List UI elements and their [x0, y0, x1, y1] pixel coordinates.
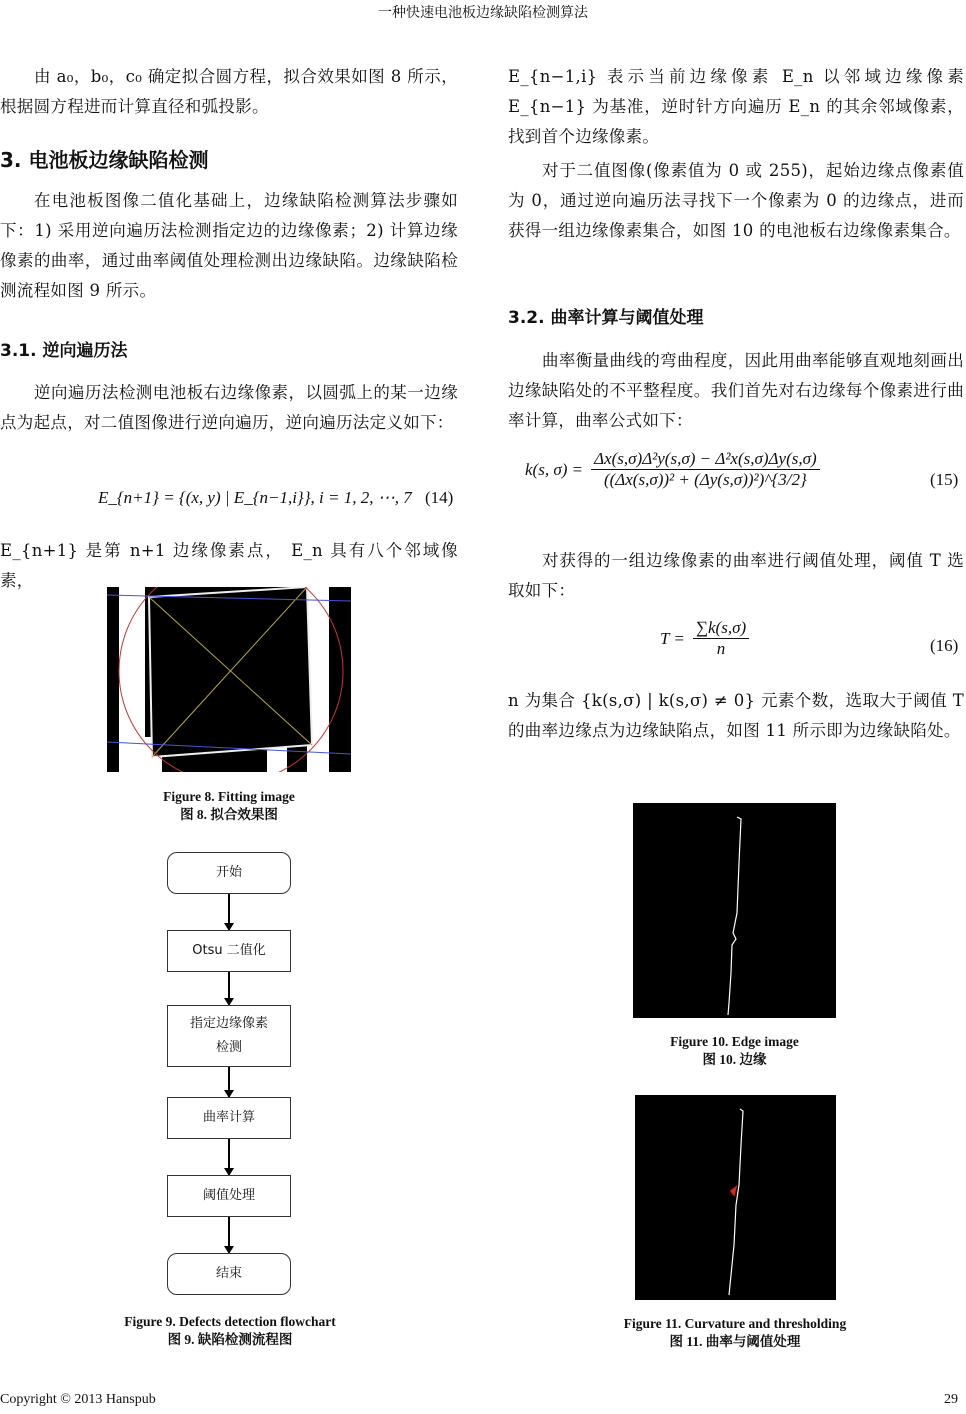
section-3-2-title: 3.2. 曲率计算与阈值处理	[508, 308, 704, 328]
equation-16-fraction	[693, 618, 749, 659]
flowchart-arrow	[228, 1067, 230, 1097]
figure-10-edge-image	[633, 803, 836, 1018]
figure-8-caption-cn: 图 8. 拟合效果图	[180, 807, 278, 822]
figure-9-caption-cn: 图 9. 缺陷检测流程图	[167, 1332, 293, 1347]
flowchart-edge-detection-line1: 指定边缘像素	[189, 1016, 268, 1031]
flowchart-threshold: 阈值处理	[167, 1175, 291, 1217]
figure-11-caption-cn: 图 11. 曲率与阈值处理	[669, 1334, 801, 1349]
right-paragraph-5: n 为集合 {k(s,σ) | k(s,σ) ≠ 0} 元素个数，选取大于阈值 T 的曲率边缘点为边缘缺陷点，如图 11 所示即为边缘缺陷处。	[508, 691, 964, 740]
equation-16-denominator: n	[716, 639, 726, 658]
equation-15-lhs: k(s, σ) =	[525, 459, 584, 479]
equation-15-denominator: ((Δx(s,σ))² + (Δy(s,σ))²)^{3/2}	[603, 470, 807, 489]
intro-paragraph: 由 a₀，b₀，c₀ 确定拟合圆方程，拟合效果如图 8 所示，根据圆方程进而计算直径和弧投影。	[0, 67, 458, 116]
figure-9-caption-en: Figure 9. Defects detection flowchart	[124, 1314, 336, 1329]
flowchart-arrow	[228, 894, 230, 930]
right-paragraph-4: 对获得的一组边缘像素的曲率进行阈值处理，阈值 T 选取如下：	[508, 551, 964, 600]
figure-10-caption-cn: 图 10. 边缘	[702, 1052, 767, 1067]
equation-14: E_{n+1} = {(x, y) | E_{n−1,i}}, i = 1, 2, ⋯, 7	[98, 488, 412, 507]
page-number: 29	[944, 1392, 958, 1407]
running-title: 一种快速电池板边缘缺陷检测算法	[378, 5, 588, 21]
flowchart-otsu: Otsu 二值化	[167, 930, 291, 972]
figure-11-caption-en: Figure 11. Curvature and thresholding	[623, 1316, 847, 1331]
figure-8-caption-en: Figure 8. Fitting image	[163, 789, 295, 804]
section-3-1-title: 3.1. 逆向遍历法	[0, 341, 128, 361]
equation-15	[525, 449, 820, 490]
fitting-image-graphic	[107, 587, 351, 772]
section-3-paragraph: 在电池板图像二值化基础上，边缘缺陷检测算法步骤如下：1) 采用逆向遍历法检测指定边的边缘像素；2) 计算边缘像素的曲率，通过曲率阈值处理检测出边缘缺陷。边缘缺陷检测流程如图 9 所示。	[0, 191, 458, 300]
flowchart-edge-detection	[167, 1005, 291, 1067]
edge-curve-graphic	[633, 803, 836, 1018]
flowchart-end: 结束	[167, 1253, 291, 1295]
flowchart-start: 开始	[167, 852, 291, 894]
after-eq14-text: E_{n+1} 是第 n+1 边缘像素点， E_n 具有八个邻域像素，	[0, 541, 458, 590]
section-3-title: 3. 电池板边缘缺陷检测	[0, 148, 209, 172]
right-paragraph-3: 曲率衡量曲线的弯曲程度，因此用曲率能够直观地刻画出边缘缺陷处的不平整程度。我们首先对右边缘每个像素进行曲率计算，曲率公式如下：	[508, 351, 964, 430]
equation-16	[660, 618, 749, 659]
equation-15-fraction	[591, 449, 820, 490]
equation-16-lhs: T =	[660, 628, 685, 648]
equation-16-numerator: ∑k(s,σ)	[693, 618, 749, 639]
section-3-1-paragraph: 逆向遍历法检测电池板右边缘像素，以圆弧上的某一边缘点为起点，对二值图像进行逆向遍历，逆向遍历法定义如下：	[0, 383, 458, 432]
flowchart-arrow	[228, 972, 230, 1005]
flowchart-arrow	[228, 1217, 230, 1253]
flowchart-arrow	[228, 1139, 230, 1175]
curvature-curve-graphic	[635, 1095, 836, 1300]
right-paragraph-2: 对于二值图像(像素值为 0 或 255)，起始边缘点像素值为 0，通过逆向遍历法寻找下一个像素为 0 的边缘点，进而获得一组边缘像素集合，如图 10 的电池板右边缘像素集合。	[508, 161, 964, 240]
figure-10-caption-en: Figure 10. Edge image	[670, 1034, 799, 1049]
figure-8-fitting-image	[107, 587, 351, 772]
equation-15-numerator: Δx(s,σ)Δ²y(s,σ) − Δ²x(s,σ)Δy(s,σ)	[591, 449, 820, 470]
equation-14-number: (14)	[425, 488, 454, 507]
right-paragraph-1: E_{n−1,i} 表示当前边缘像素 E_n 以邻域边缘像素 E_{n−1} 为基准，逆时针方向遍历 E_n 的其余邻域像素，找到首个边缘像素。	[508, 67, 964, 146]
flowchart-curvature: 曲率计算	[167, 1097, 291, 1139]
flowchart-edge-detection-line2: 检测	[215, 1040, 242, 1055]
equation-15-number: (15)	[930, 470, 959, 489]
figure-11-curvature-image	[635, 1095, 836, 1300]
equation-16-number: (16)	[930, 636, 959, 655]
copyright: Copyright © 2013 Hanspub	[0, 1392, 156, 1407]
